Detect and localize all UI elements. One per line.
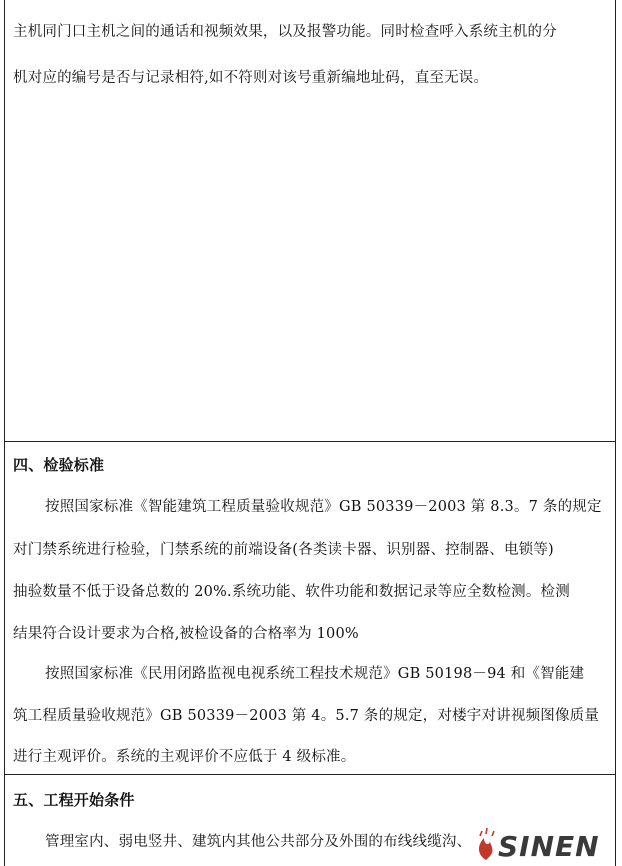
section5-para1-line-1: 管理室内、弱电竖井、建筑内其他公共部分及外围的布线线缆沟、	[45, 834, 472, 850]
section3-line-2: 机对应的编号是否与记录相符,如不符则对该号重新编地址码，直至无误。	[13, 70, 489, 86]
section3-line-1: 主机同门口主机之间的通话和视频效果，以及报警功能。同时检查呼入系统主机的分	[13, 24, 557, 40]
row-divider	[4, 441, 616, 442]
table-frame	[4, 0, 616, 866]
section4-para2-line-3: 进行主观评价。系统的主观评价不应低于 4 级标准。	[13, 749, 356, 765]
section4-para1-line-1: 按照国家标准《智能建筑工程质量验收规范》GB 50339－2003 第 8.3。7 条的规定	[45, 499, 602, 515]
watermark-text: SINEN	[498, 830, 600, 863]
section4-para1-line-3: 抽验数量不低于设备总数的 20%.系统功能、软件功能和数据记录等应全数检测。检测	[13, 584, 570, 600]
sinen-watermark-logo	[472, 828, 608, 864]
row-divider	[4, 774, 616, 775]
section4-para2-line-1: 按照国家标准《民用闭路监视电视系统工程技术规范》GB 50198－94 和《智能建	[45, 666, 585, 682]
section4-para1-line-2: 对门禁系统进行检验，门禁系统的前端设备(各类读卡器、识别器、控制器、电锁等)	[13, 542, 554, 558]
section4-heading: 四、检验标准	[13, 456, 105, 474]
section4-para2-line-2: 筑工程质量验收规范》GB 50339－2003 第 4。5.7 条的规定，对楼宇对讲视频图像质量	[13, 708, 600, 724]
section5-heading: 五、工程开始条件	[13, 791, 135, 809]
section4-para1-line-4: 结果符合设计要求为合格,被检设备的合格率为 100%	[13, 626, 359, 642]
